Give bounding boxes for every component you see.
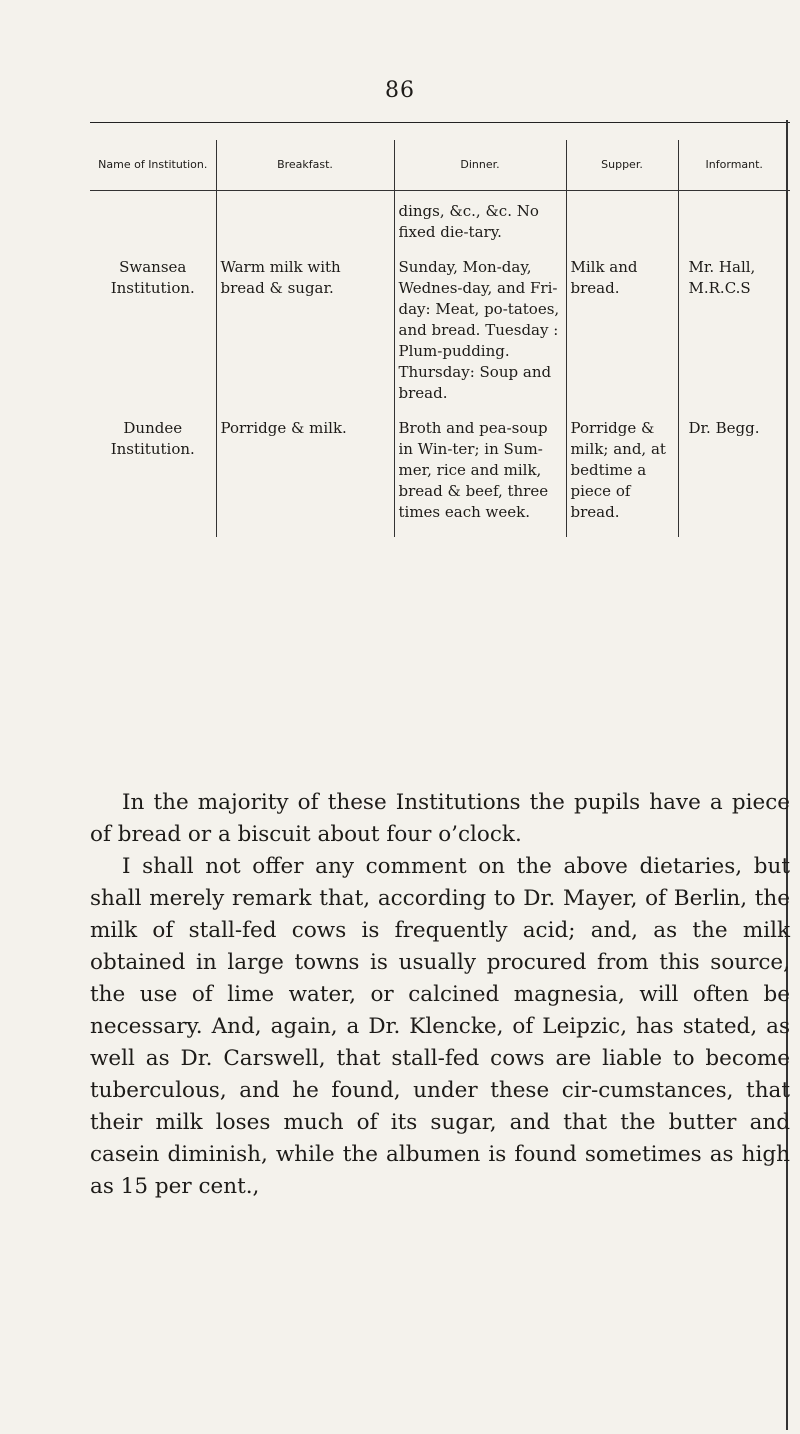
header-name: Name of Institution. (90, 140, 216, 191)
page-number: 86 (385, 78, 415, 103)
dinner-cell: Broth and pea-soup in Win-ter; in Sum-mer, rice and milk, bread & beef, three times each week. (394, 418, 566, 537)
institution-name: Dundee Institution. (110, 419, 195, 458)
supper-cell: Porridge & milk; and, at bedtime a piece of bread. (566, 418, 678, 537)
dinner-continuation: dings, &c., &c. No fixed die-tary. (394, 191, 566, 258)
supper-cell: Milk and bread. (566, 257, 678, 418)
top-rule (90, 122, 790, 123)
dinner-cell: Sunday, Mon-day, Wednes-day, and Fri-day: Meat, po-tatoes, and bread. Tuesday : Plum-pudding. Thursday: Soup and bread. (394, 257, 566, 418)
header-informant: Informant. (678, 140, 790, 191)
table-row (90, 418, 790, 537)
informant-cell: Mr. Hall, M.R.C.S (678, 257, 790, 418)
institution-name: Swansea Institution. (110, 258, 195, 297)
header-supper: Supper. (566, 140, 678, 191)
breakfast-cell: Warm milk with bread & sugar. (216, 257, 394, 418)
header-dinner: Dinner. (394, 140, 566, 191)
body-text (90, 787, 790, 1203)
breakfast-cell: Porridge & milk. (216, 418, 394, 537)
informant-cell: Dr. Begg. (678, 418, 790, 537)
table-row-continuation (90, 191, 790, 258)
paragraph: I shall not offer any comment on the above dietaries, but shall merely remark that, according to Dr. Mayer, of Berlin, the milk of stall-fed cows is frequently acid; and, as the milk obtained in large towns is usually procured from this source, the use of lime water, or calcined magnesia, will often be necessary. And, again, a Dr. Klencke, of Leipzic, has stated, as well as Dr. Carswell, that stall-fed cows are liable to become tuberculous, and he found, under these cir-cumstances, that their milk loses much of its sugar, and that the butter and casein diminish, while the albumen is found sometimes as high as 15 per cent., (90, 854, 790, 1199)
table-header-row (90, 140, 790, 191)
dietary-table (90, 140, 790, 537)
header-breakfast: Breakfast. (216, 140, 394, 191)
table-row (90, 257, 790, 418)
paragraph: In the majority of these Institutions the pupils have a piece of bread or a biscuit about four o’clock. (90, 790, 790, 847)
